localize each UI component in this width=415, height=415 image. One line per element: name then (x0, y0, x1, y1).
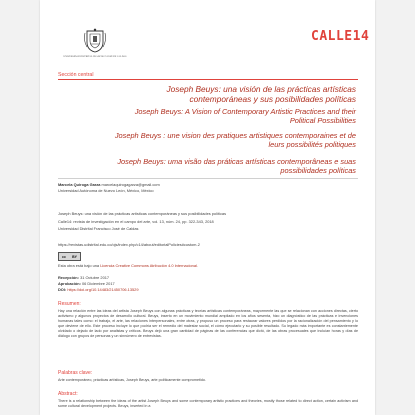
title-english: Joseph Beuys: A Vision of Contemporary Artistic Practices and their Political Possibilities (134, 107, 356, 126)
license-statement (58, 263, 198, 268)
approved-value: 06 Diciembre 2017 (82, 281, 115, 286)
university-name: UNIVERSIDAD DISTRITAL FRANCISCO JOSÉ DE CALDAS (63, 55, 127, 58)
title-spanish: Joseph Beuys: una visión de las prácticas artísticas contemporáneas y sus posibilidades políticas (166, 84, 356, 105)
received-value: 31 Octubre 2017 (80, 275, 110, 280)
resumen-heading: Resumen: (58, 301, 81, 307)
title-portuguese: Joseph Beuys: uma visão das práticas artísticas contemporâneas e suas possibilidades políticas (117, 157, 356, 176)
journal-logo: CALLE14 (311, 29, 370, 44)
section-divider (58, 79, 358, 80)
resumen-text: Hay una relación entre las ideas del artista Joseph Beuys con algunas prácticas y teorías artísticas contemporáneas, mayormente las que se relacionan con acciones directas, cierto activismo y algunos proyectos de desarrollo cultural. Beuys, inserto en un movimiento mundial ampliado en los años sesenta, hizo un diagnóstico de las prácticas e invenciones humanas tales como: el trabajo, el arte, las relaciones interpersonales, entre otras, y propuso un proceso para restaurar valores perdidos por la racionalización del pensamiento y lo que deviene de ello. Este proceso incluye lo que podría ser el remedio del malestar social, el cómo ejecutarlo y su posible resultado. Su legado más importante es constantemente olvidado o dejado de lado por analistas y críticos. Beuys dejó una gran cantidad de páginas de las conferencias que dictó, de las obras procesuales que incluían horas y días de diálogo con grupos de personas y un sinnúmero de entrevistas. (58, 309, 358, 338)
seal-icon (82, 28, 108, 54)
author-name: Marcela Quiroga Garza (58, 182, 101, 187)
received-label: Recepción: (58, 275, 79, 280)
citation-journal: Calle14: revista de investigación en el campo del arte, vol. 13, núm. 24, pp. 322-343, 2018 (58, 219, 214, 224)
approved-label: Aprobación: (58, 281, 81, 286)
author-divider (58, 178, 358, 179)
author-line (58, 182, 160, 187)
abstract-text: There is a relationship between the ideas of the artist Joseph Beuys and some contemporary artistic practices and theories, mostly those related to direct action, certain activism and some cultural development projects. Beuys, inserted in a (58, 399, 358, 408)
abstract-heading: Abstract: (58, 391, 78, 397)
author-email[interactable]: marcelaquirogagarza@gmail.com (101, 182, 160, 187)
title-french: Joseph Beuys : une vision des pratiques artistiques contemporaines et de leurs possibilités politiques (114, 131, 356, 150)
by-badge-text: BY (72, 254, 77, 259)
license-link[interactable]: Licencia Creative Commons Atribución 4.0 Internacional. (100, 263, 198, 268)
citation-publisher: Universidad Distrital Francisco José de Caldas (58, 226, 139, 231)
cc-by-license-icon[interactable] (58, 252, 81, 261)
doi-link[interactable]: https://doi.org/10.14483/21450706.13529 (67, 287, 139, 292)
citation-title: Joseph Beuys: una visión de las prácticas artísticas contemporáneas y sus posibilidades políticas (58, 211, 227, 216)
doi-line (58, 287, 139, 292)
keywords-text: Arte contemporáneo, prácticas artísticas, Joseph Beuys, arte políticamente comprometido. (58, 378, 206, 382)
approved-date (58, 281, 115, 286)
author-affiliation: Universidad Autónoma de Nuevo León, México, México (58, 188, 154, 193)
document-page (40, 0, 375, 415)
received-date (58, 275, 109, 280)
university-seal-logo (82, 28, 108, 54)
cc-badge-text: cc (62, 254, 66, 259)
section-label: Sección central (58, 72, 94, 78)
license-prefix: Esta obra está bajo una (58, 263, 101, 268)
keywords-heading: Palabras clave: (58, 370, 93, 376)
doi-label: DOI: (58, 287, 67, 292)
citation-url[interactable]: https://revistas.udistrital.edu.co/ojs/index.php/c14/about/editorialPolicies#custom-2 (58, 242, 200, 247)
